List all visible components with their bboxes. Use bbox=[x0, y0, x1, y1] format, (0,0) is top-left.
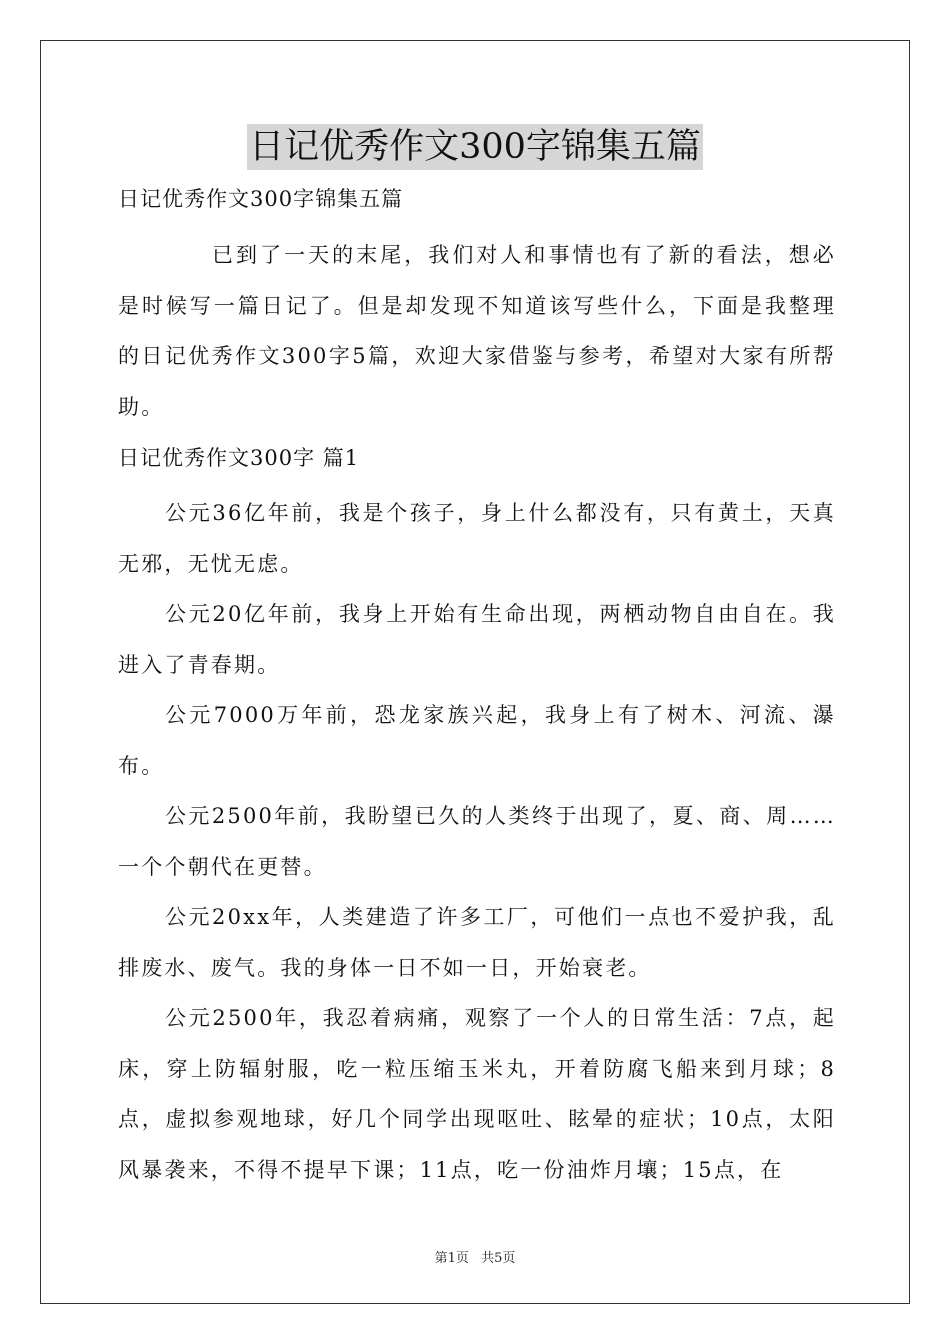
body-paragraph: 公元20xx年，人类建造了许多工厂，可他们一点也不爱护我，乱排废水、废气。我的身体一日不如一日，开始衰老。 bbox=[118, 905, 836, 980]
title-container bbox=[0, 124, 950, 170]
document-subtitle: 日记优秀作文300字锦集五篇 bbox=[118, 187, 404, 211]
body-paragraph: 公元2500年，我忍着病痛，观察了一个人的日常生活：7点，起床，穿上防辐射服，吃一粒压缩玉米丸，开着防腐飞船来到月球；8点，虚拟参观地球，好几个同学出现呕吐、眩晕的症状；10点，太阳风暴袭来，不得不提早下课；11点，吃一份油炸月壤；15点，在 bbox=[118, 1006, 836, 1182]
page-total: 共5页 bbox=[481, 1251, 516, 1266]
page-number: 第1页 bbox=[434, 1251, 469, 1266]
intro-paragraph: 已到了一天的末尾，我们对人和事情也有了新的看法，想必是时候写一篇日记了。但是却发现不知道该写些什么，下面是我整理的日记优秀作文300字5篇，欢迎大家借鉴与参考，希望对大家有所帮助。 bbox=[118, 243, 836, 419]
body-paragraph: 公元20亿年前，我身上开始有生命出现，两栖动物自由自在。我进入了青春期。 bbox=[118, 602, 836, 677]
body-paragraph: 公元7000万年前，恐龙家族兴起，我身上有了树木、河流、瀑布。 bbox=[118, 703, 836, 778]
document-title: 日记优秀作文300字锦集五篇 bbox=[247, 124, 703, 170]
body-paragraph: 公元2500年前，我盼望已久的人类终于出现了，夏、商、周……一个个朝代在更替。 bbox=[118, 804, 836, 879]
document-body bbox=[118, 180, 836, 1195]
body-paragraph: 公元36亿年前，我是个孩子，身上什么都没有，只有黄土，天真无邪，无忧无虑。 bbox=[118, 501, 836, 576]
page-footer bbox=[0, 1247, 950, 1266]
section-heading: 日记优秀作文300字 篇1 bbox=[118, 446, 360, 470]
